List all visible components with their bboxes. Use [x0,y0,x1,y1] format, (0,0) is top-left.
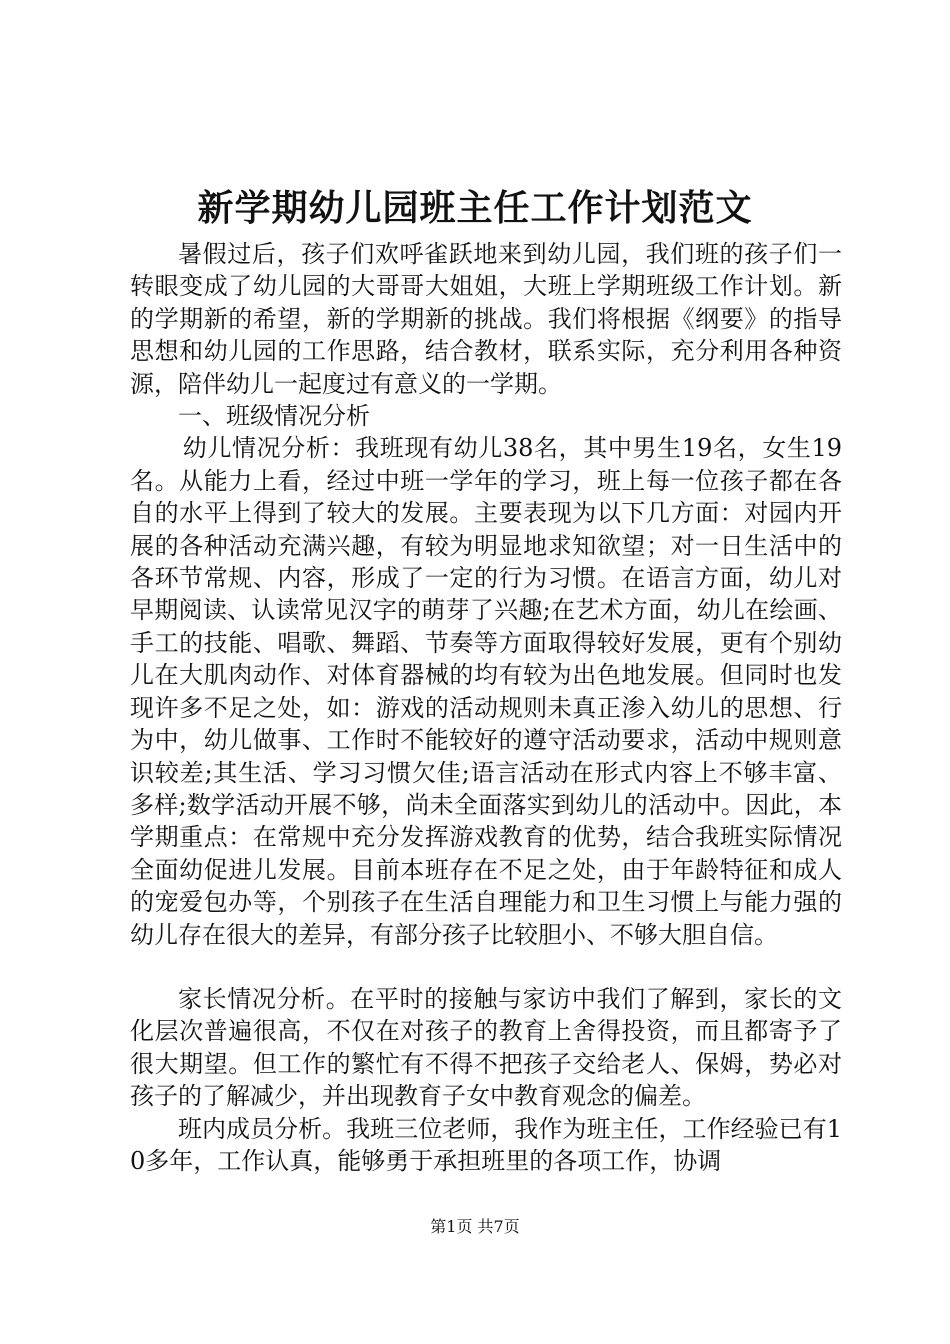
page-number: 第1页 共7页 [430,1217,520,1236]
paragraph-parents-analysis: 家长情况分析。在平时的接触与家访中我们了解到，家长的文化层次普遍很高，不仅在对孩子的教育上舍得投资，而且都寄予了很大期望。但工作的繁忙有不得不把孩子交给老人、保姆，势必对孩子的了解减少，并出现教育子女中教育观念的偏差。 [130,984,842,1111]
document-title: 新学期幼儿园班主任工作计划范文 [197,187,753,229]
paragraph-children-analysis: 幼儿情况分析：我班现有幼儿38名，其中男生19名，女生19名。从能力上看，经过中班一学年的学习，班上每一位孩子都在各自的水平上得到了较大的发展。主要表现为以下几方面：对园内开展的各种活动充满兴趣，有较为明显地求知欲望；对一日生活中的各环节常规、内容，形成了一定的行为习惯。在语言方面，幼儿对早期阅读、认读常见汉字的萌芽了兴趣;在艺术方面，幼儿在绘画、手工的技能、唱歌、舞蹈、节奏等方面取得较好发展，更有个别幼儿在大肌肉动作、对体育器械的均有较为出色地发展。但同时也发现许多不足之处，如：游戏的活动规则未真正渗入幼儿的思想、行为中，幼儿做事、工作时不能较好的遵守活动要求，活动中规则意识较差;其生活、学习习惯欠佳;语言活动在形式内容上不够丰富、多样;数学活动开展不够，尚未全面落实到幼儿的活动中。因此，本学期重点：在常规中充分发挥游戏教育的优势，结合我班实际情况全面幼促进儿发展。目前本班存在不足之处，由于年龄特征和成人的宠爱包办等，个别孩子在生活自理能力和卫生习惯上与能力强的幼儿存在很大的差异，有部分孩子比较胆小、不够大胆自信。 [130,434,842,949]
section-heading-class-analysis: 一、班级情况分析 [178,402,370,431]
paragraph-staff-analysis: 班内成员分析。我班三位老师，我作为班主任，工作经验已有10多年，工作认真，能够勇于承担班里的各项工作，协调 [130,1114,842,1175]
document-body [130,238,842,1177]
paragraph-intro: 暑假过后，孩子们欢呼雀跃地来到幼儿园，我们班的孩子们一转眼变成了幼儿园的大哥哥大姐姐，大班上学期班级工作计划。新的学期新的希望，新的学期新的挑战。我们将根据《纲要》的指导思想和幼儿园的工作思路，结合教材，联系实际，充分利用各种资源，陪伴幼儿一起度过有意义的一学期。 [130,240,842,398]
